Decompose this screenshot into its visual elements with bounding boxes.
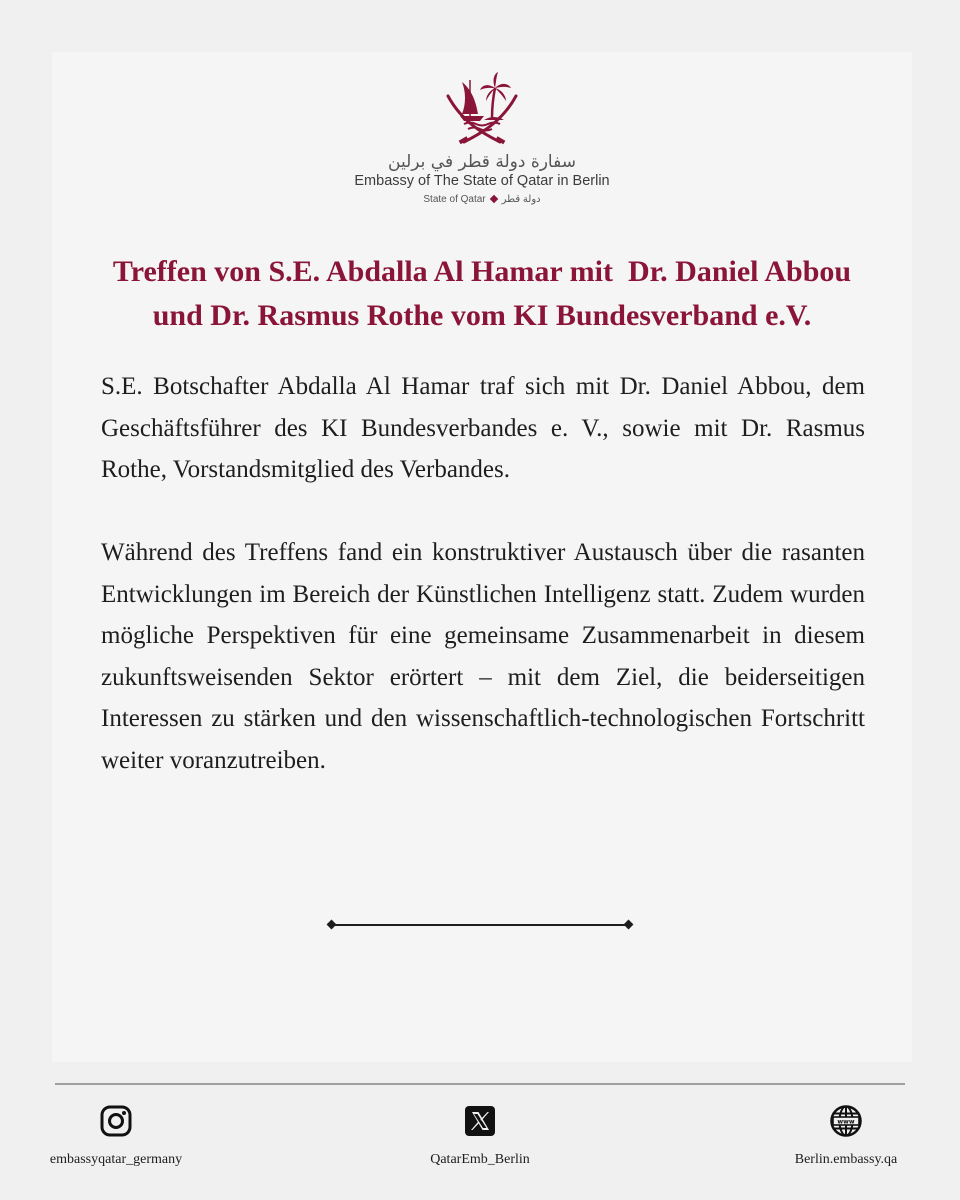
logo-state-en: State of Qatar <box>423 194 486 205</box>
title-line-1: Treffen von S.E. Abdalla Al Hamar mit Dr. Daniel Abbou <box>112 255 852 288</box>
logo-english-text: Embassy of The State of Qatar in Berlin <box>354 173 610 189</box>
svg-text:www: www <box>837 1118 855 1126</box>
instagram-handle[interactable]: embassyqatar_germany <box>49 1152 183 1167</box>
embassy-logo <box>52 70 912 230</box>
title-line-2: und Dr. Rasmus Rothe vom KI Bundesverband e.V. <box>152 299 812 332</box>
divider-diamond-left-icon <box>327 920 337 930</box>
logo-state-line <box>52 194 912 205</box>
qatar-emblem-icon <box>440 70 524 150</box>
divider-line <box>332 924 628 926</box>
globe-icon[interactable] <box>829 1104 863 1138</box>
social-website[interactable] <box>770 1104 922 1168</box>
article-body <box>101 366 865 781</box>
social-x[interactable] <box>410 1104 550 1168</box>
paragraph-1: S.E. Botschafter Abdalla Al Hamar traf sich mit Dr. Daniel Abbou, dem Geschäftsführer des KI Bundesverbandes e. V., sowie mit Dr. Rasmus Rothe, Vorstandsmitglied des Verbandes. <box>101 373 865 483</box>
divider-diamond-right-icon <box>624 920 634 930</box>
page-title <box>72 250 892 338</box>
logo-arabic-text: سفارة دولة قطر في برلين <box>388 152 576 172</box>
x-icon[interactable] <box>463 1104 497 1138</box>
content-panel <box>52 52 912 1062</box>
social-instagram[interactable] <box>48 1104 184 1168</box>
paragraph-2: Während des Treffens fand ein konstruktiver Austausch über die rasanten Entwicklungen im Bereich der Künstlichen Intelligenz statt. Zudem wurden mögliche Perspektiven für eine gemeinsame Zusammenarbeit in diesem zukunftsweisenden Sektor erörtert – mit dem Ziel, die beiderseitigen Interessen zu stärken und den wissenschaftlich-technologischen Fortschritt weiter voranzutreiben. <box>101 539 865 774</box>
instagram-icon[interactable] <box>99 1104 133 1138</box>
decorative-divider <box>328 920 632 930</box>
website-url[interactable]: Berlin.embassy.qa <box>794 1152 898 1167</box>
logo-state-ar: دولة قطر <box>501 194 541 205</box>
diamond-icon <box>489 195 497 203</box>
footer-divider <box>55 1083 905 1085</box>
x-handle[interactable]: QatarEmb_Berlin <box>430 1152 530 1167</box>
